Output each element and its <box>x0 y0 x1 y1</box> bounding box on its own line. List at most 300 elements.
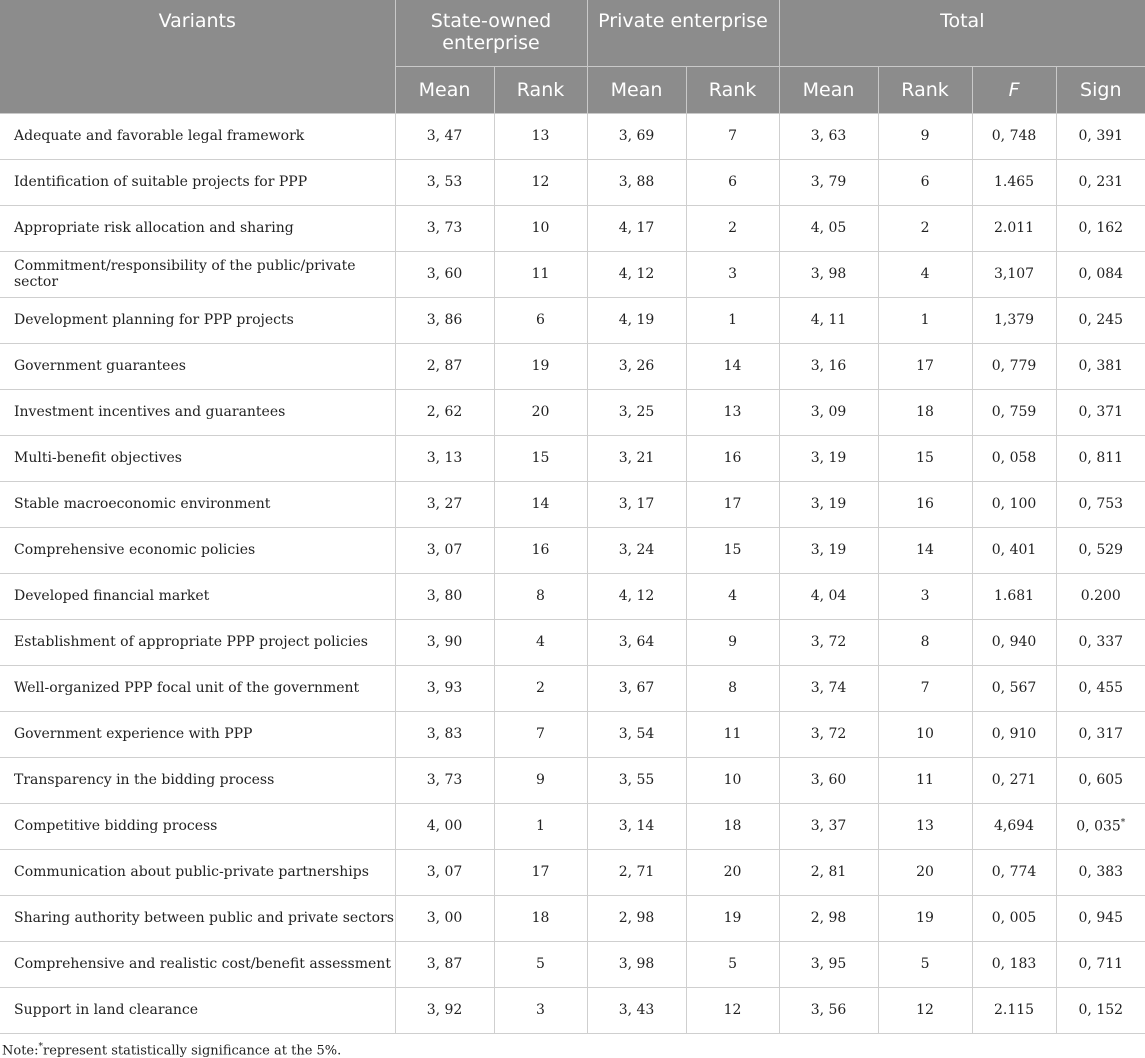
variant-cell-text: Establishment of appropriate PPP project policies <box>14 634 368 650</box>
sign-value-cell <box>1056 527 1145 573</box>
pe-mean-cell-text: 3, 88 <box>618 174 655 190</box>
total-mean-cell-text: 3, 63 <box>810 128 847 144</box>
sign-value-cell <box>1056 941 1145 987</box>
total-rank-cell-text: 9 <box>920 128 930 144</box>
variant-cell <box>0 987 395 1033</box>
soe-mean-cell <box>395 711 494 757</box>
sign-value-cell <box>1056 849 1145 895</box>
soe-rank-cell-text: 8 <box>536 588 545 604</box>
variant-cell <box>0 251 395 297</box>
soe-mean-cell <box>395 573 494 619</box>
sign-value-cell-text: 0, 945 <box>1078 910 1124 926</box>
soe-mean-cell-text: 3, 87 <box>426 956 463 972</box>
pe-rank-cell-text: 4 <box>728 588 737 604</box>
table-row <box>0 573 1145 619</box>
total-mean-cell <box>779 527 878 573</box>
soe-mean-cell <box>395 389 494 435</box>
total-mean-cell-text: 4, 05 <box>810 220 847 236</box>
total-rank-cell <box>878 159 972 205</box>
variant-cell <box>0 849 395 895</box>
pe-mean-cell-text: 3, 17 <box>618 496 655 512</box>
soe-rank-cell-text: 15 <box>531 450 550 466</box>
soe-rank-cell-text: 3 <box>536 1002 545 1018</box>
total-rank-cell <box>878 205 972 251</box>
pe-rank-cell-text: 7 <box>728 128 737 144</box>
soe-rank-cell <box>494 113 587 159</box>
f-value-cell-text: 0, 183 <box>991 956 1037 972</box>
table-row <box>0 665 1145 711</box>
soe-mean-cell <box>395 849 494 895</box>
f-value-cell-text: 1,379 <box>993 312 1035 328</box>
pe-rank-cell-text: 16 <box>723 450 742 466</box>
f-value-cell-text: 0, 779 <box>991 358 1037 374</box>
variant-cell-text: Government experience with PPP <box>14 726 253 742</box>
total-mean-cell-text: 3, 56 <box>810 1002 847 1018</box>
soe-mean-cell-text: 3, 83 <box>426 726 463 742</box>
pe-rank-cell-text: 3 <box>728 266 737 282</box>
soe-rank-cell <box>494 711 587 757</box>
soe-rank-cell-text: 5 <box>536 956 545 972</box>
table-note <box>2 1042 1145 1058</box>
total-rank-cell-text: 4 <box>920 266 930 282</box>
sign-value-cell <box>1056 573 1145 619</box>
pe-rank-cell-text: 2 <box>728 220 737 236</box>
soe-mean-cell-text: 3, 92 <box>426 1002 463 1018</box>
total-rank-cell <box>878 803 972 849</box>
variant-cell <box>0 573 395 619</box>
variant-cell-text: Well-organized PPP focal unit of the government <box>14 680 360 696</box>
variant-cell <box>0 389 395 435</box>
table-row <box>0 113 1145 159</box>
soe-rank-cell <box>494 435 587 481</box>
f-value-cell-text: 0, 748 <box>991 128 1037 144</box>
f-value-cell-text: 2.011 <box>993 220 1035 236</box>
total-rank-cell-text: 17 <box>916 358 934 374</box>
pe-rank-cell <box>686 435 779 481</box>
pe-mean-cell-text: 3, 98 <box>618 956 655 972</box>
total-mean-cell <box>779 619 878 665</box>
pe-mean-cell <box>587 665 686 711</box>
pe-mean-cell <box>587 849 686 895</box>
f-value-cell <box>972 665 1056 711</box>
soe-rank-cell-text: 4 <box>536 634 545 650</box>
soe-mean-cell-text: 3, 53 <box>426 174 463 190</box>
variant-cell-text: Comprehensive economic policies <box>14 542 256 558</box>
pe-rank-cell <box>686 251 779 297</box>
soe-mean-cell <box>395 205 494 251</box>
sign-value-cell-text: 0, 317 <box>1078 726 1124 742</box>
total-mean-cell <box>779 987 878 1033</box>
pe-rank-cell <box>686 527 779 573</box>
variant-cell-text: Stable macroeconomic environment <box>14 496 271 512</box>
soe-mean-cell <box>395 159 494 205</box>
pe-rank-cell <box>686 113 779 159</box>
pe-rank-cell <box>686 941 779 987</box>
soe-mean-cell-text: 3, 00 <box>426 910 463 926</box>
pe-rank-cell <box>686 343 779 389</box>
soe-rank-cell-text: 14 <box>531 496 550 512</box>
variant-cell-text: Appropriate risk allocation and sharing <box>14 220 294 236</box>
table-row <box>0 527 1145 573</box>
pe-mean-cell-text: 2, 98 <box>618 910 655 926</box>
header-total-mean: Mean <box>779 66 878 113</box>
f-value-cell <box>972 159 1056 205</box>
pe-rank-cell <box>686 711 779 757</box>
total-mean-cell <box>779 895 878 941</box>
f-value-cell-text: 1.465 <box>993 174 1035 190</box>
pe-rank-cell <box>686 389 779 435</box>
soe-mean-cell <box>395 941 494 987</box>
sign-value-cell <box>1056 711 1145 757</box>
total-rank-cell-text: 12 <box>916 1002 934 1018</box>
f-value-cell <box>972 251 1056 297</box>
sign-value-cell <box>1056 665 1145 711</box>
pe-rank-cell-text: 14 <box>723 358 742 374</box>
table-row <box>0 297 1145 343</box>
soe-mean-cell-text: 3, 73 <box>426 220 463 236</box>
f-value-cell-text: 0, 910 <box>991 726 1037 742</box>
pe-rank-cell <box>686 987 779 1033</box>
sign-value-cell <box>1056 619 1145 665</box>
pe-rank-cell <box>686 665 779 711</box>
sign-value-cell-text: 0, 152 <box>1078 1002 1124 1018</box>
sign-value-cell-text: 0, 337 <box>1078 634 1124 650</box>
sign-value-cell <box>1056 113 1145 159</box>
pe-rank-cell-text: 13 <box>723 404 742 420</box>
total-mean-cell <box>779 665 878 711</box>
soe-mean-cell-text: 2, 87 <box>426 358 463 374</box>
variant-cell <box>0 297 395 343</box>
pe-rank-cell-text: 10 <box>723 772 742 788</box>
total-mean-cell <box>779 711 878 757</box>
total-rank-cell-text: 2 <box>920 220 930 236</box>
f-value-cell-text: 0, 271 <box>991 772 1037 788</box>
header-f: F <box>972 66 1056 113</box>
header-private-enterprise: Private enterprise <box>587 0 779 66</box>
variant-cell-text: Support in land clearance <box>14 1002 199 1018</box>
total-mean-cell-text: 3, 19 <box>810 450 847 466</box>
sign-value-cell-text: 0, 084 <box>1078 266 1124 282</box>
sign-value-cell-text: 0.200 <box>1080 588 1121 604</box>
sign-value-cell <box>1056 987 1145 1033</box>
variant-cell <box>0 941 395 987</box>
header-pe-mean: Mean <box>587 66 686 113</box>
total-mean-cell <box>779 389 878 435</box>
table-header <box>0 0 1145 113</box>
soe-mean-cell <box>395 297 494 343</box>
total-rank-cell-text: 10 <box>916 726 934 742</box>
f-value-cell <box>972 987 1056 1033</box>
total-mean-cell-text: 3, 37 <box>810 818 847 834</box>
total-rank-cell <box>878 665 972 711</box>
total-mean-cell <box>779 573 878 619</box>
table-body <box>0 113 1145 1033</box>
soe-mean-cell <box>395 619 494 665</box>
pe-mean-cell-text: 3, 69 <box>618 128 655 144</box>
total-mean-cell <box>779 803 878 849</box>
f-value-cell <box>972 711 1056 757</box>
f-value-cell-text: 0, 567 <box>991 680 1037 696</box>
note-mark: * <box>38 1041 43 1052</box>
total-rank-cell <box>878 435 972 481</box>
pe-mean-cell <box>587 159 686 205</box>
soe-rank-cell <box>494 205 587 251</box>
pe-rank-cell <box>686 757 779 803</box>
soe-rank-cell <box>494 343 587 389</box>
f-value-cell <box>972 619 1056 665</box>
sign-value-cell-text: 0, 245 <box>1078 312 1124 328</box>
total-mean-cell-text: 2, 81 <box>810 864 847 880</box>
total-rank-cell-text: 13 <box>916 818 934 834</box>
total-rank-cell <box>878 481 972 527</box>
total-rank-cell-text: 1 <box>920 312 930 328</box>
f-value-cell <box>972 389 1056 435</box>
table-row <box>0 941 1145 987</box>
soe-rank-cell-text: 18 <box>531 910 550 926</box>
f-value-cell <box>972 849 1056 895</box>
f-value-cell-text: 2.115 <box>993 1002 1035 1018</box>
sign-value-cell <box>1056 389 1145 435</box>
variant-cell-text: Communication about public-private partnerships <box>14 864 369 880</box>
total-mean-cell <box>779 297 878 343</box>
soe-mean-cell-text: 3, 60 <box>426 266 463 282</box>
sign-value-cell-text: 0, 605 <box>1078 772 1124 788</box>
variant-cell <box>0 481 395 527</box>
pe-mean-cell-text: 3, 67 <box>618 680 655 696</box>
total-mean-cell <box>779 205 878 251</box>
f-value-cell <box>972 113 1056 159</box>
pe-rank-cell <box>686 619 779 665</box>
table-row <box>0 435 1145 481</box>
sign-value-cell <box>1056 435 1145 481</box>
variant-cell <box>0 665 395 711</box>
total-rank-cell-text: 19 <box>916 910 934 926</box>
pe-rank-cell <box>686 481 779 527</box>
pe-rank-cell <box>686 849 779 895</box>
soe-rank-cell-text: 19 <box>531 358 550 374</box>
variant-cell <box>0 711 395 757</box>
soe-rank-cell-text: 9 <box>536 772 545 788</box>
soe-rank-cell <box>494 573 587 619</box>
pe-rank-cell-text: 19 <box>723 910 742 926</box>
table-row <box>0 481 1145 527</box>
soe-rank-cell <box>494 159 587 205</box>
f-value-cell-text: 1.681 <box>993 588 1035 604</box>
variant-cell <box>0 159 395 205</box>
soe-rank-cell <box>494 803 587 849</box>
pe-mean-cell-text: 3, 24 <box>618 542 655 558</box>
total-rank-cell <box>878 711 972 757</box>
soe-mean-cell-text: 3, 90 <box>426 634 463 650</box>
soe-mean-cell <box>395 527 494 573</box>
soe-rank-cell-text: 1 <box>536 818 545 834</box>
pe-mean-cell-text: 4, 19 <box>618 312 655 328</box>
pe-rank-cell-text: 6 <box>728 174 737 190</box>
header-total: Total <box>779 0 1145 66</box>
sign-value-cell <box>1056 343 1145 389</box>
variant-cell <box>0 527 395 573</box>
total-rank-cell-text: 7 <box>920 680 930 696</box>
variant-cell-text: Competitive bidding process <box>14 818 218 834</box>
total-mean-cell <box>779 435 878 481</box>
table-row <box>0 251 1145 297</box>
header-state-owned-enterprise: State-owned enterprise <box>395 0 587 66</box>
significance-mark: * <box>1120 817 1126 828</box>
total-mean-cell <box>779 251 878 297</box>
sign-value-cell <box>1056 297 1145 343</box>
variant-cell-text: Developed financial market <box>14 588 210 604</box>
sign-value-cell-text: 0, 529 <box>1078 542 1124 558</box>
soe-mean-cell <box>395 757 494 803</box>
variant-cell-text: Multi-benefit objectives <box>14 450 182 466</box>
f-value-cell <box>972 527 1056 573</box>
total-mean-cell-text: 3, 74 <box>810 680 847 696</box>
variant-cell-text: Investment incentives and guarantees <box>14 404 286 420</box>
table-row <box>0 159 1145 205</box>
total-mean-cell-text: 3, 72 <box>810 726 847 742</box>
sign-value-cell-text: 0, 753 <box>1078 496 1124 512</box>
total-rank-cell <box>878 251 972 297</box>
sign-value-cell <box>1056 251 1145 297</box>
pe-mean-cell <box>587 619 686 665</box>
note-text: represent statistically significance at the 5%. <box>43 1042 342 1058</box>
pe-rank-cell-text: 17 <box>723 496 742 512</box>
pe-rank-cell <box>686 573 779 619</box>
soe-mean-cell-text: 2, 62 <box>426 404 463 420</box>
total-rank-cell <box>878 619 972 665</box>
sign-value-cell-text: 0, 391 <box>1078 128 1124 144</box>
soe-mean-cell-text: 4, 00 <box>426 818 463 834</box>
soe-rank-cell-text: 11 <box>531 266 550 282</box>
sign-value-cell-text: 0, 231 <box>1078 174 1124 190</box>
sign-value-cell-text: 0, 711 <box>1078 956 1124 972</box>
variant-cell <box>0 757 395 803</box>
soe-mean-cell-text: 3, 93 <box>426 680 463 696</box>
pe-mean-cell <box>587 803 686 849</box>
total-rank-cell <box>878 757 972 803</box>
total-mean-cell-text: 3, 16 <box>810 358 847 374</box>
soe-rank-cell-text: 2 <box>536 680 545 696</box>
header-sign: Sign <box>1056 66 1145 113</box>
sign-value-cell-text: 0, 162 <box>1078 220 1124 236</box>
soe-mean-cell <box>395 987 494 1033</box>
f-value-cell-text: 0, 759 <box>991 404 1037 420</box>
pe-rank-cell-text: 15 <box>723 542 742 558</box>
variant-cell-text: Commitment/responsibility of the public/private sector <box>14 258 356 290</box>
pe-rank-cell-text: 11 <box>723 726 742 742</box>
table-row <box>0 895 1145 941</box>
pe-mean-cell <box>587 205 686 251</box>
table-row <box>0 389 1145 435</box>
total-rank-cell <box>878 895 972 941</box>
soe-mean-cell <box>395 251 494 297</box>
sign-value-cell-text: 0, 811 <box>1078 450 1124 466</box>
sign-value-cell-text: 0, 381 <box>1078 358 1124 374</box>
total-mean-cell-text: 3, 09 <box>810 404 847 420</box>
pe-mean-cell <box>587 573 686 619</box>
soe-rank-cell <box>494 895 587 941</box>
sign-value-cell-text: 0, 035 <box>1076 818 1121 835</box>
total-rank-cell-text: 6 <box>920 174 930 190</box>
pe-mean-cell <box>587 895 686 941</box>
pe-mean-cell <box>587 297 686 343</box>
pe-mean-cell <box>587 987 686 1033</box>
total-mean-cell <box>779 757 878 803</box>
pe-mean-cell-text: 3, 14 <box>618 818 655 834</box>
soe-mean-cell-text: 3, 07 <box>426 542 463 558</box>
table-row <box>0 849 1145 895</box>
f-value-cell <box>972 435 1056 481</box>
soe-rank-cell <box>494 941 587 987</box>
f-value-cell-text: 0, 100 <box>991 496 1037 512</box>
total-rank-cell-text: 11 <box>916 772 934 788</box>
pe-rank-cell <box>686 895 779 941</box>
total-mean-cell-text: 3, 19 <box>810 496 847 512</box>
total-rank-cell-text: 14 <box>916 542 934 558</box>
variant-cell-text: Identification of suitable projects for PPP <box>14 174 308 190</box>
pe-mean-cell-text: 3, 43 <box>618 1002 655 1018</box>
sign-value-cell <box>1056 159 1145 205</box>
pe-rank-cell <box>686 205 779 251</box>
soe-mean-cell-text: 3, 47 <box>426 128 463 144</box>
variant-cell <box>0 803 395 849</box>
header-soe-rank: Rank <box>494 66 587 113</box>
table-row <box>0 757 1145 803</box>
total-rank-cell <box>878 389 972 435</box>
soe-rank-cell-text: 17 <box>531 864 550 880</box>
f-value-cell <box>972 481 1056 527</box>
f-value-cell <box>972 895 1056 941</box>
variant-cell-text: Government guarantees <box>14 358 186 374</box>
f-value-cell <box>972 757 1056 803</box>
sign-value-cell <box>1056 895 1145 941</box>
variant-cell-text: Sharing authority between public and private sectors <box>14 910 394 926</box>
pe-rank-cell-text: 9 <box>728 634 737 650</box>
pe-mean-cell <box>587 527 686 573</box>
total-rank-cell <box>878 849 972 895</box>
total-rank-cell <box>878 573 972 619</box>
header-pe-rank: Rank <box>686 66 779 113</box>
soe-mean-cell <box>395 665 494 711</box>
pe-rank-cell-text: 5 <box>728 956 737 972</box>
total-rank-cell-text: 15 <box>916 450 934 466</box>
f-value-cell-text: 0, 005 <box>991 910 1037 926</box>
table-row <box>0 619 1145 665</box>
soe-mean-cell-text: 3, 13 <box>426 450 463 466</box>
total-rank-cell <box>878 343 972 389</box>
pe-mean-cell-text: 3, 26 <box>618 358 655 374</box>
soe-rank-cell <box>494 481 587 527</box>
total-mean-cell <box>779 849 878 895</box>
soe-mean-cell-text: 3, 86 <box>426 312 463 328</box>
soe-mean-cell <box>395 343 494 389</box>
pe-mean-cell-text: 4, 12 <box>618 588 655 604</box>
soe-rank-cell-text: 7 <box>536 726 545 742</box>
f-value-cell <box>972 297 1056 343</box>
total-rank-cell <box>878 113 972 159</box>
total-mean-cell <box>779 941 878 987</box>
soe-rank-cell <box>494 849 587 895</box>
pe-rank-cell-text: 18 <box>723 818 742 834</box>
sign-value-cell <box>1056 803 1145 849</box>
total-mean-cell-text: 3, 19 <box>810 542 847 558</box>
total-rank-cell-text: 20 <box>916 864 934 880</box>
f-value-cell <box>972 205 1056 251</box>
variant-cell-text: Development planning for PPP projects <box>14 312 294 328</box>
pe-rank-cell <box>686 803 779 849</box>
table-row <box>0 205 1145 251</box>
soe-rank-cell <box>494 987 587 1033</box>
